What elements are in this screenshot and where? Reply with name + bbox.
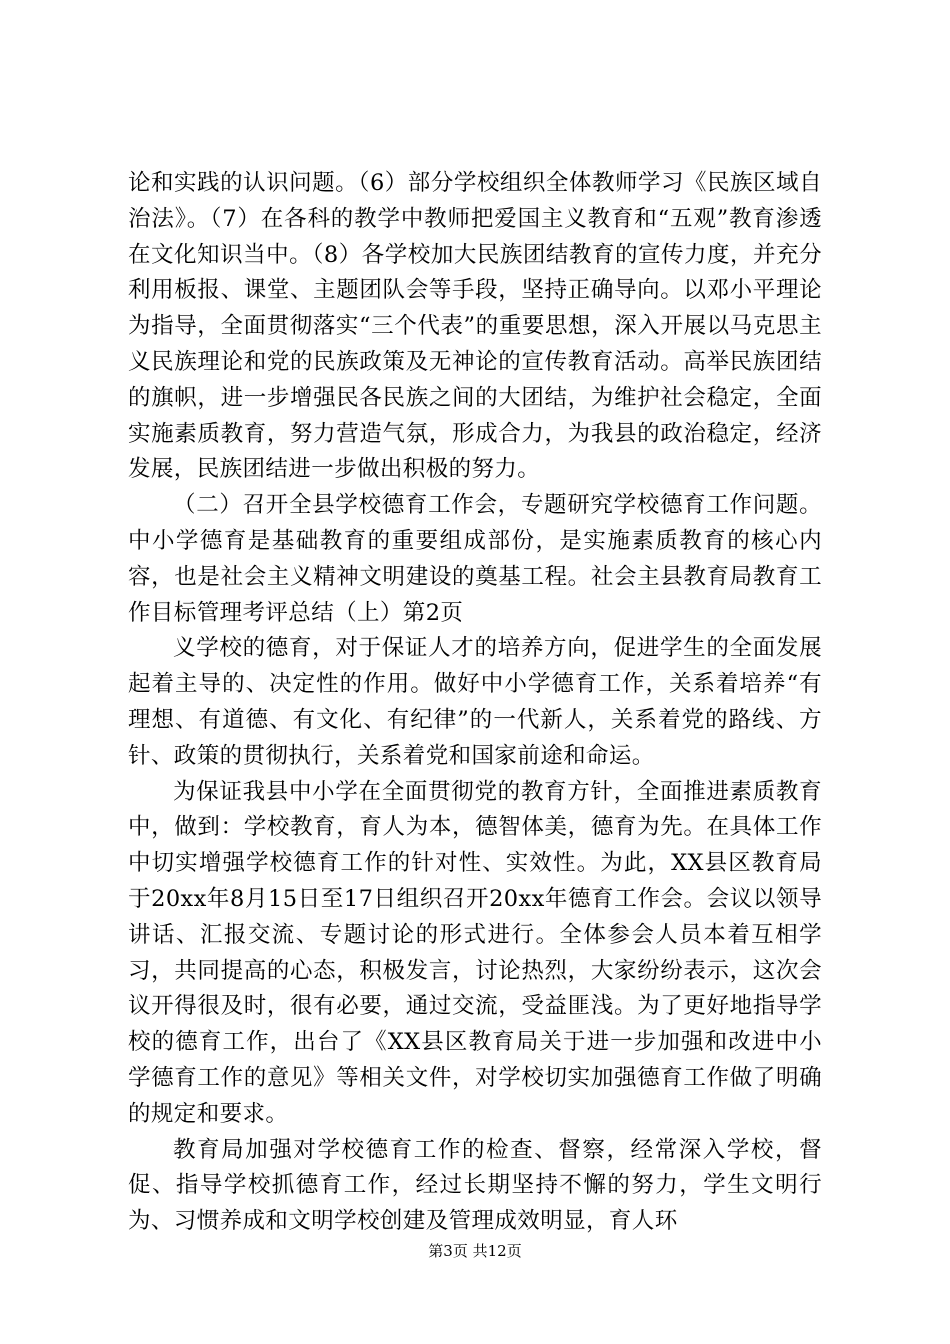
paragraph-moral-education-meeting: （二）召开全县学校德育工作会，专题研究学校德育工作问题。中小学德育是基础教育的重要组成部份，是实施素质教育的核心内容，也是社会主义精神文明建设的奠基工程。社会主县教育局教育工作目标管理考评总结（上）第2页 (128, 492, 822, 626)
document-body (128, 166, 822, 1240)
paragraph-continuation: 论和实践的认识问题。（6）部分学校组织全体教师学习《民族区域自治法》。（7）在各科的教学中教师把爱国主义教育和“五观”教育渗透在文化知识当中。（8）各学校加大民族团结教育的宣传力度，并充分利用板报、课堂、主题团队会等手段，坚持正确导向。以邓小平理论为指导，全面贯彻落实“三个代表”的重要思想，深入开展以马克思主义民族理论和党的民族政策及无神论的宣传教育活动。高举民族团结的旗帜，进一步增强民各民族之间的大团结，为维护社会稳定，全面实施素质教育，努力营造气氛，形成合力，为我县的政治稳定，经济发展，民族团结进一步做出积极的努力。 (128, 170, 822, 483)
paragraph-moral-education-importance: 义学校的德育，对于保证人才的培养方向，促进学生的全面发展起着主导的、决定性的作用。做好中小学德育工作，关系着培养“有理想、有道德、有文化、有纪律”的一代新人，关系着党的路线、方针、政策的贯彻执行，关系着党和国家前途和命运。 (128, 635, 822, 769)
paragraph-quality-education: 为保证我县中小学在全面贯彻党的教育方针，全面推进素质教育中，做到：学校教育，育人为本，德智体美，德育为先。在具体工作中切实增强学校德育工作的针对性、实效性。为此，XX县区教育局于20xx年8月15日至17日组织召开20xx年德育工作会。会议以领导讲话、汇报交流、专题讨论的形式进行。全体参会人员本着互相学习，共同提高的心态，积极发言，讨论热烈，大家纷纷表示，这次会议开得很及时，很有必要，通过交流，受益匪浅。为了更好地指导学校的德育工作，出台了《XX县区教育局关于进一步加强和改进中小学德育工作的意见》等相关文件，对学校切实加强德育工作做了明确的规定和要求。 (128, 778, 822, 1127)
page-number-footer: 第3页 共12页 (428, 1242, 522, 1260)
paragraph-inspection: 教育局加强对学校德育工作的检查、督察，经常深入学校，督促、指导学校抓德育工作，经过长期坚持不懈的努力，学生文明行为、习惯养成和文明学校创建及管理成效明显，育人环 (128, 1136, 822, 1235)
